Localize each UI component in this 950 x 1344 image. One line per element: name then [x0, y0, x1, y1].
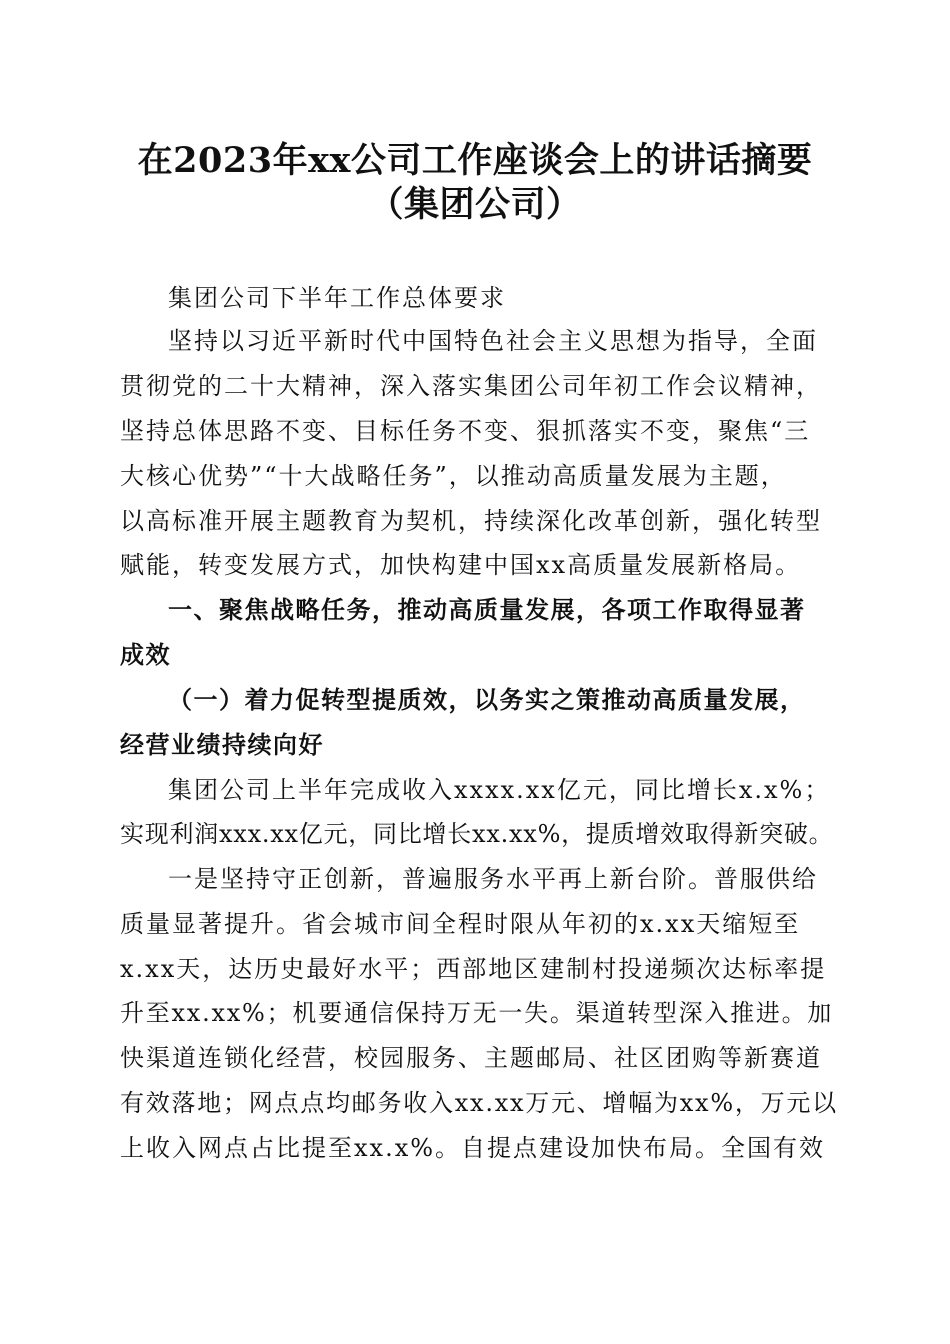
paragraph-line: 升至xx.xx%；机要通信保持万无一失。渠道转型深入推进。加 [120, 999, 834, 1027]
heading-level2: （一）着力促转型提质效，以务实之策推动高质量发展， [168, 685, 806, 714]
paragraph-line: 以高标准开展主题教育为契机，持续深化改革创新，强化转型 [120, 507, 822, 535]
paragraph-line: 贯彻党的二十大精神，深入落实集团公司年初工作会议精神， [120, 372, 822, 400]
paragraph-line: 实现利润xxx.xx亿元，同比增长xx.xx%，提质增效取得新突破。 [120, 820, 834, 848]
paragraph-line: 坚持以习近平新时代中国特色社会主义思想为指导，全面 [168, 327, 818, 355]
paragraph-line: 质量显著提升。省会城市间全程时限从年初的x.xx天缩短至 [120, 910, 801, 938]
document-title: 在2023年xx公司工作座谈会上的讲话摘要 [137, 140, 813, 181]
paragraph-line: 坚持总体思路不变、目标任务不变、狠抓落实不变，聚焦“三 [120, 417, 811, 445]
heading-level1: 成效 [120, 640, 171, 669]
paragraph-line: 集团公司上半年完成收入xxxx.xx亿元，同比增长x.x%； [168, 776, 831, 804]
heading-level1: 一、聚焦战略任务，推动高质量发展，各项工作取得显著 [168, 595, 806, 624]
paragraph-line: x.xx天，达历史最好水平；西部地区建制村投递频次达标率提 [120, 955, 827, 983]
paragraph-line: 大核心优势”“十大战略任务”，以推动高质量发展为主题， [120, 462, 787, 490]
paragraph-line: 有效落地；网点点均邮务收入xx.xx万元、增幅为xx%，万元以 [120, 1089, 838, 1117]
heading-level2: 经营业绩持续向好 [120, 730, 324, 759]
paragraph-line: 赋能，转变发展方式，加快构建中国xx高质量发展新格局。 [120, 551, 802, 579]
paragraph-line: 上收入网点占比提至xx.x%。自提点建设加快布局。全国有效 [120, 1134, 826, 1162]
document-subtitle: （集团公司） [368, 184, 582, 225]
section-heading: 集团公司下半年工作总体要求 [168, 284, 506, 312]
paragraph-line: 快渠道连锁化经营，校园服务、主题邮局、社区团购等新赛道 [120, 1044, 822, 1072]
paragraph-line: 一是坚持守正创新，普遍服务水平再上新台阶。普服供给 [168, 865, 818, 893]
